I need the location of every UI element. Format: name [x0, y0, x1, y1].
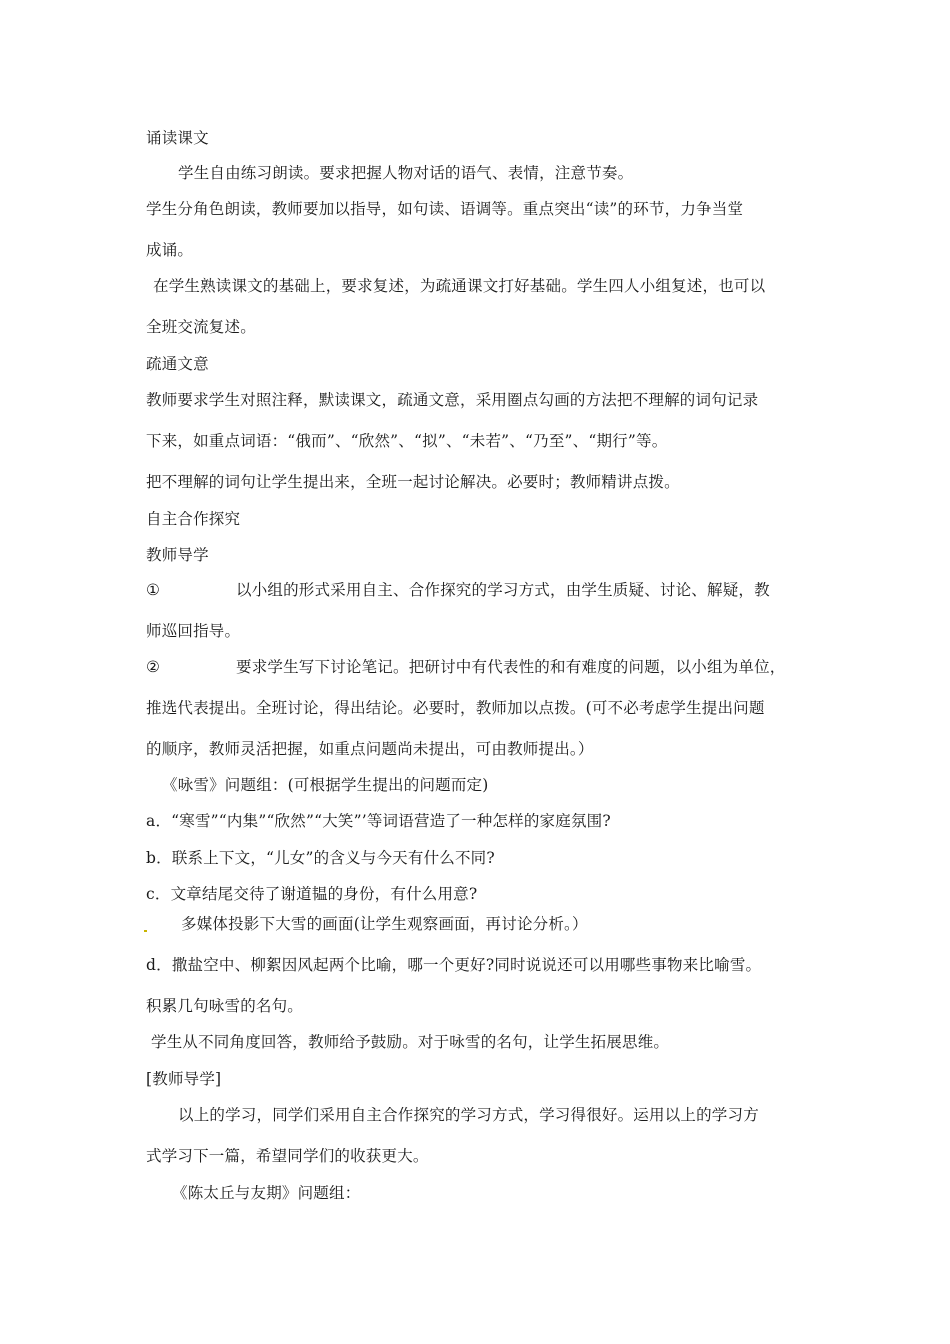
list-item-text: 师巡回指导。 [146, 622, 241, 640]
question-group-title: 《陈太丘与友期》问题组： [172, 1184, 361, 1202]
list-item-text: 要求学生写下讨论笔记。把研讨中有代表性的和有难度的问题，以小组为单位， [236, 658, 786, 676]
paragraph: 在学生熟读课文的基础上，要求复述，为疏通课文打好基础。学生四人小组复述，也可以 [153, 277, 766, 295]
paragraph: 以上的学习，同学们采用自主合作探究的学习方式，学习得很好。运用以上的学习方 [178, 1106, 759, 1124]
heading-explore: 自主合作探究 [146, 510, 241, 528]
paragraph: 学生从不同角度回答，教师给予鼓励。对于咏雪的名句，让学生拓展思维。 [151, 1033, 670, 1051]
heading-meaning: 疏通文意 [146, 355, 209, 373]
list-number: ② [146, 658, 160, 676]
paragraph: 下来，如重点词语：“俄而”、“欣然”、“拟”、“未若”、“乃至”、“期行”等。 [146, 432, 668, 450]
heading-guide: 教师导学 [146, 546, 209, 564]
list-number: ① [146, 581, 160, 599]
question: b．联系上下文，“儿女”的含义与今天有什么不同? [146, 849, 495, 867]
paragraph: 的顺序，教师灵活把握，如重点问题尚未提出，可由教师提出。） [146, 740, 594, 758]
question: a．“寒雪”“内集”“欣然”“大笑”’等词语营造了一种怎样的家庭氛围? [146, 812, 611, 830]
list-item-text: 推选代表提出。全班讨论，得出结论。必要时，教师加以点拨。(可不必考虑学生提出问题 [146, 699, 765, 717]
paragraph: 把不理解的词句让学生提出来，全班一起讨论解决。必要时；教师精讲点拨。 [146, 473, 680, 491]
paragraph: 多媒体投影下大雪的画面(让学生观察画面，再讨论分析。） [181, 915, 588, 933]
paragraph: 成诵。 [146, 241, 194, 259]
paragraph: 全班交流复述。 [146, 318, 256, 336]
paragraph: 积累几句咏雪的名句。 [146, 997, 304, 1015]
paragraph: 学生自由练习朗读。要求把握人物对话的语气、表情，注意节奏。 [178, 164, 634, 182]
question: c．文章结尾交待了谢道韫的身份，有什么用意? [146, 885, 478, 903]
question-group-title: 《咏雪》问题组：(可根据学生提出的问题而定) [162, 776, 489, 794]
heading-guide-2: [教师导学] [146, 1070, 222, 1088]
paragraph: 教师要求学生对照注释，默读课文，疏通文意，采用圈点勾画的方法把不理解的词句记录 [146, 391, 759, 409]
paragraph: 式学习下一篇，希望同学们的收获更大。 [146, 1147, 429, 1165]
heading-recite: 诵读课文 [146, 129, 209, 147]
list-item-text: 以小组的形式采用自主、合作探究的学习方式，由学生质疑、讨论、解疑，教 [236, 581, 770, 599]
question: d．撒盐空中、柳絮因风起两个比喻，哪一个更好?同时说说还可以用哪些事物来比喻雪。 [146, 956, 762, 974]
stray-mark [144, 930, 147, 932]
paragraph: 学生分角色朗读，教师要加以指导，如句读、语调等。重点突出“读”的环节，力争当堂 [146, 200, 744, 218]
